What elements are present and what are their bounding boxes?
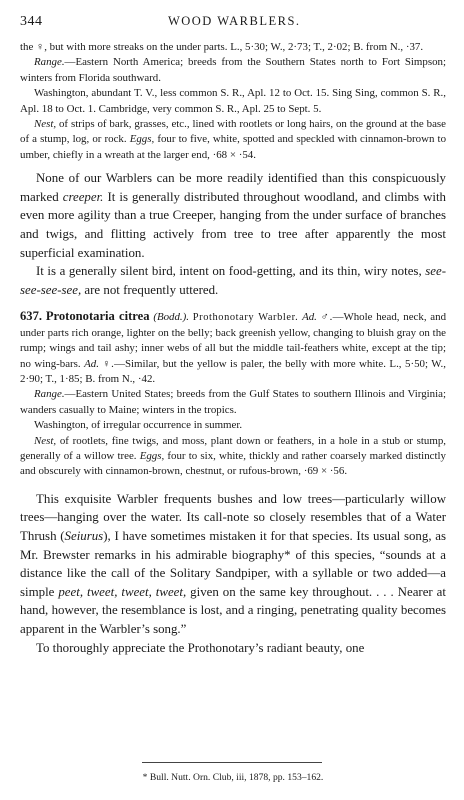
species-washington-paragraph: Washington, of irregular occurrence in summer. bbox=[34, 419, 243, 432]
para3-text-a: This exquisite Warbler frequents bushes and low trees—particularly willow trees—hanging over the water. Its call-note so closely resembles that of a Water Thrush ( bbox=[20, 491, 446, 544]
species-range-text: —Eastern United States; breeds from the Gulf States to southern Illinois and Virginia; wanders casually to Maine; winters in the tropics. bbox=[20, 388, 446, 416]
eggs-label: Eggs, bbox=[129, 133, 155, 146]
species-nest-label: Nest, bbox=[34, 434, 57, 447]
para3-text-c: ), I have sometimes mistaken it for that species. Its usual song, as Mr. Brewster remarks in his admirable biography* of this species, “sounds at a distance like the call of the Solitary Sandpiper, with a syllable or two added—a simple bbox=[20, 529, 446, 599]
nest-label: Nest, bbox=[34, 118, 57, 131]
species-common-name: Prothonotary Warbler. bbox=[192, 312, 299, 324]
body-paragraph-1 bbox=[20, 169, 446, 262]
running-title: WOOD WARBLERS. bbox=[167, 14, 301, 28]
washington-paragraph: Washington, abundant T. V., less common S. R., Apl. 12 to Oct. 15. Sing Sing, common S. R., Apl. 18 to Oct. 1. Cambridge, very common S. R., Apl. 25 to Sept. 5. bbox=[20, 87, 446, 115]
species-range-paragraph bbox=[20, 387, 446, 418]
range-paragraph bbox=[20, 55, 446, 86]
footnote: * Bull. Nutt. Orn. Club, iii, 1878, pp. 153–162. bbox=[142, 772, 324, 783]
para3-song: peet, tweet, tweet, tweet, bbox=[58, 584, 187, 599]
female-label: Ad. ♀. bbox=[84, 357, 115, 370]
para1-text-a: None of our Warblers can be more readily identified than this conspicuously marked bbox=[20, 171, 446, 204]
body-paragraph-2 bbox=[20, 262, 446, 299]
species-authority: (Bodd.). bbox=[153, 311, 189, 324]
body-paragraph-4: To thoroughly appreciate the Prothonotary’s radiant beauty, one bbox=[36, 640, 365, 655]
species-number: 637. bbox=[20, 309, 43, 324]
para2-text-a: It is a generally silent bird, intent on food-getting, and its thin, wiry notes, bbox=[36, 264, 426, 279]
range-label: Range. bbox=[34, 56, 65, 69]
para1-creeper: creeper. bbox=[62, 189, 104, 204]
footnote-divider bbox=[142, 762, 322, 763]
para3-text-e: given on the same key throughout. . . . Nearer at hand, however, the resemblance is lost, and a ringing, penetrating quality becomes apparent in the Warbler’s song.” bbox=[20, 584, 446, 637]
species-eggs-label: Eggs, bbox=[139, 450, 165, 463]
nest-text: of strips of bark, grasses, etc., lined with rootlets or long hairs, on the ground at the base of a stump, log, or rock. bbox=[20, 118, 446, 146]
para2-text-c: are not frequently uttered. bbox=[81, 282, 219, 297]
nest-paragraph bbox=[20, 117, 446, 163]
species-heading bbox=[20, 309, 446, 387]
female-description: the ♀, but with more streaks on the under parts. L., 5·30; W., 2·73; T., 2·02; B. from N., ·37. bbox=[20, 41, 424, 53]
body-paragraph-3 bbox=[20, 490, 446, 639]
male-text: —Whole head, neck, and under parts rich orange, lighter on the belly; back greenish yellow, changing to bluish gray on the rump; wings and tail ashy; inner webs of all but the middle tail-feathers white, except at the tip; no wing-bars. bbox=[20, 311, 447, 370]
species-nest-text: of rootlets, fine twigs, and moss, plant down or feathers, in a hole in a stub or stump, generally of a willow tree. bbox=[20, 434, 446, 463]
species-eggs-text: four to six, white, thickly and rather coarsely marked distinctly and obscurely with cinnamon-brown, chestnut, or rufous-brown, ·69 × ·56. bbox=[20, 450, 446, 478]
para3-seiurus: Seiurus bbox=[64, 529, 104, 544]
range-text: —Eastern North America; breeds from the Southern States north to Fort Simpson; winters from Florida southward. bbox=[20, 56, 446, 84]
para1-text-c: It is generally distributed throughout woodland, and climbs with even more agility than a true Creeper, hanging from the under surface of branches and twigs, and flitting actively from tree to tree after apparently the most superficial examination. bbox=[20, 189, 446, 260]
page-number: 344 bbox=[20, 14, 43, 29]
species-scientific-name: Protonotaria citrea bbox=[45, 309, 150, 324]
eggs-text: four to five, white, spotted and speckled with cinnamon-brown to umber, chiefly in a wreath at the larger end, ·68 × ·54. bbox=[20, 133, 447, 161]
page-header bbox=[20, 14, 446, 40]
female-text: —Similar, but the yellow is paler, the belly with more white. L., 5·50; W., 2·90; T., 1·85; B. from N., ·42. bbox=[20, 357, 446, 386]
species-range-label: Range. bbox=[34, 388, 65, 401]
male-label: Ad. ♂. bbox=[302, 311, 333, 324]
para2-notes: see-see-see-see, bbox=[20, 264, 446, 297]
species-nest-paragraph bbox=[20, 434, 446, 480]
